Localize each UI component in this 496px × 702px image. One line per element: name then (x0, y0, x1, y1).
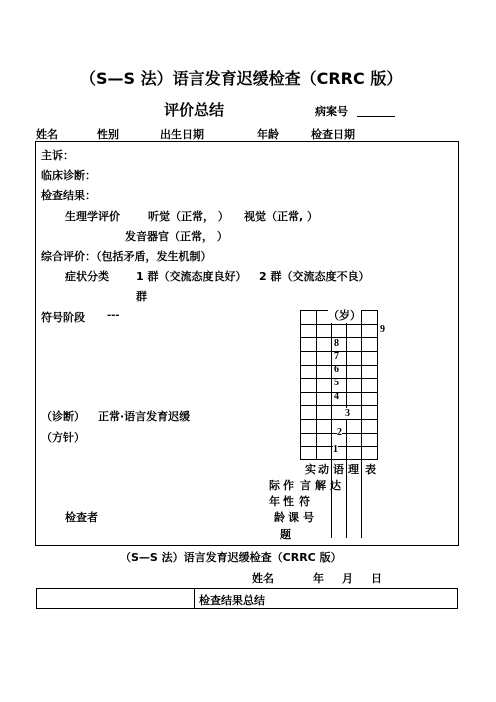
symptom-class-label: 症状分类 (65, 270, 109, 283)
evaluation-frame (35, 141, 459, 546)
diagnosis-value: 正常·语言发育迟缓 (98, 410, 191, 423)
exam-results-label: 检查结果： (41, 189, 96, 202)
case-number-line (357, 116, 395, 117)
summary-box-label: 检查结果总结 (199, 594, 265, 607)
footer-name: 姓名 (252, 572, 274, 585)
age-unit-label: （岁） (328, 309, 361, 322)
col-expression-char: 达 (330, 479, 341, 492)
document-subtitle: 评价总结 (164, 101, 225, 119)
chart-row-line (300, 392, 378, 393)
col-action-task-char: 作 (283, 479, 294, 492)
age-value: 8 (334, 338, 339, 349)
chart-divider (346, 310, 347, 538)
group2-label: 2 群（交流态度不良） (259, 270, 370, 283)
document-title (80, 66, 402, 89)
age-value: 6 (334, 364, 339, 375)
chart-row-line (300, 405, 378, 406)
col-action-task-char: 题 (280, 528, 291, 541)
col-action-task-char: 动 (318, 463, 329, 476)
footer-title: （S—S 法）语言发育迟缓检查（CRRC 版） (120, 551, 342, 564)
age-value: 4 (334, 391, 339, 402)
chart-row-line (300, 446, 378, 447)
chart-row-line (300, 419, 378, 420)
col-action-task-char: 课 (288, 511, 299, 524)
chief-complaint-label: 主诉： (41, 149, 74, 162)
overall-eval-label: 综合评价：（包括矛盾，发生机制） (41, 250, 212, 263)
case-number-label: 病案号 (315, 105, 348, 118)
clinical-diagnosis-label: 临床诊断： (41, 169, 96, 182)
age-value: 2 (337, 427, 342, 438)
chart-row-line (300, 378, 378, 379)
col-actual-age-char: 际 (269, 479, 280, 492)
footer-year: 年 (313, 572, 324, 585)
col-language-symbol-char: 言 (300, 479, 311, 492)
articulation-label: 发音器官（正常， ） (125, 230, 228, 243)
physio-eval-label: 生理学评价 (65, 210, 120, 223)
chart-divider (316, 310, 317, 460)
col-actual-age-char: 年 (269, 495, 280, 508)
col-language-symbol-char: 符 (299, 495, 310, 508)
footer-month: 月 (342, 572, 353, 585)
group-suffix-label: 群 (136, 290, 147, 303)
vision-label: 视觉（正常, ） (244, 210, 319, 223)
col-language-symbol-char: 语 (333, 463, 344, 476)
hearing-label: 听觉（正常， ） (148, 210, 229, 223)
col-language-symbol-char: 号 (303, 511, 314, 524)
field-sex: 性别 (97, 128, 119, 141)
age-value: 7 (334, 351, 339, 362)
chart-divider (331, 310, 332, 538)
col-actual-age-char: 龄 (274, 511, 285, 524)
chart-divider (361, 310, 362, 538)
chart-row-line (300, 351, 378, 352)
col-action-task-char: 性 (283, 495, 294, 508)
group1-label: 1 群（交流态度良好） (136, 270, 247, 283)
examiner-label: 检查者 (65, 511, 98, 524)
field-age: 年龄 (257, 128, 279, 141)
field-name: 姓名 (36, 128, 58, 141)
chart-row-line (300, 337, 378, 338)
age-value: 3 (345, 408, 350, 419)
symbol-stage-dashes: --- (107, 310, 120, 321)
col-actual-age-char: 实 (305, 463, 316, 476)
col-expression-char: 表 (365, 463, 376, 476)
age-value: 1 (333, 444, 338, 455)
age-value: 5 (334, 377, 339, 388)
document-title-text: （S—S 法）语言发育迟缓检查（CRRC 版） (80, 69, 403, 88)
col-comprehension-char: 理 (348, 463, 359, 476)
chart-row-line (300, 324, 378, 325)
footer-day: 日 (371, 572, 382, 585)
diagnosis-label: （诊断） (41, 410, 85, 423)
field-exam-date: 检查日期 (311, 128, 355, 141)
symbol-stage-label: 符号阶段 (41, 311, 85, 324)
age-value: 9 (380, 324, 385, 335)
chart-row-line (300, 365, 378, 366)
col-comprehension-char: 解 (315, 479, 326, 492)
plan-label: （方针） (41, 431, 85, 444)
summary-box-divider (194, 588, 195, 609)
field-birthdate: 出生日期 (160, 128, 204, 141)
